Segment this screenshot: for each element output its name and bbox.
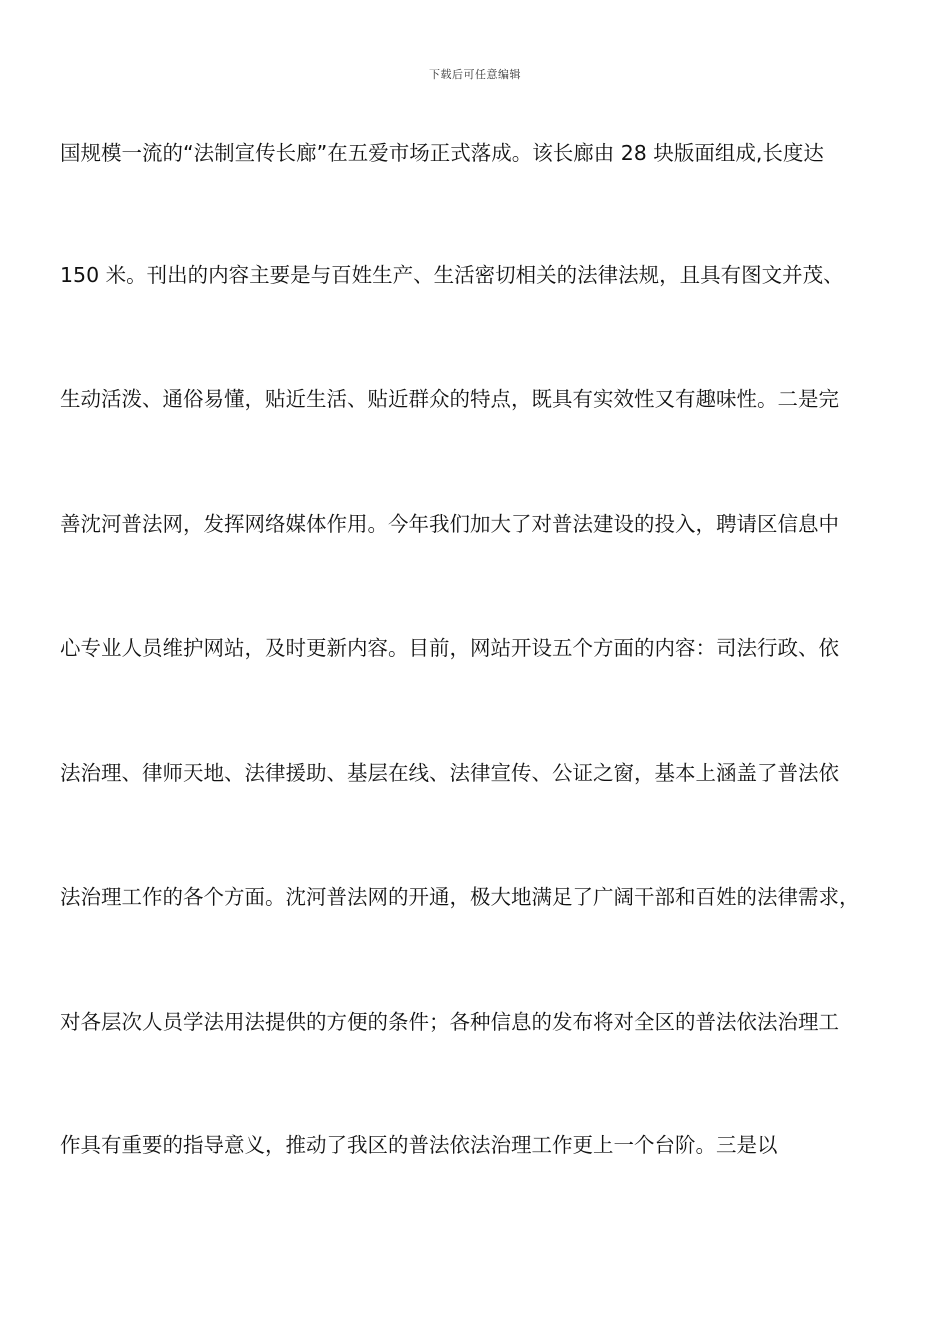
body-text-line: 善沈河普法网，发挥网络媒体作用。今年我们加大了对普法建设的投入，聘请区信息中 xyxy=(60,512,839,536)
body-text-line: 法治理工作的各个方面。沈河普法网的开通，极大地满足了广阔干部和百姓的法律需求， xyxy=(60,885,860,909)
body-text-line: 生动活泼、通俗易懂，贴近生活、贴近群众的特点，既具有实效性又有趣味性。二是完 xyxy=(60,387,839,411)
body-text-line: 作具有重要的指导意义，推动了我区的普法依法治理工作更上一个台阶。三是以 xyxy=(60,1133,778,1157)
body-text-line: 对各层次人员学法用法提供的方便的条件；各种信息的发布将对全区的普法依法治理工 xyxy=(60,1010,839,1034)
body-text-line: 国规模一流的“法制宣传长廊”在五爱市场正式落成。该长廊由 28 块版面组成,长度达 xyxy=(60,141,824,165)
body-text-line: 心专业人员维护网站，及时更新内容。目前，网站开设五个方面的内容：司法行政、依 xyxy=(60,636,839,660)
body-text-line: 150 米。刊出的内容主要是与百姓生产、生活密切相关的法律法规，且具有图文并茂、 xyxy=(60,263,844,287)
page-header: 下载后可任意编辑 xyxy=(429,68,521,81)
body-text-line: 法治理、律师天地、法律援助、基层在线、法律宣传、公证之窗，基本上涵盖了普法依 xyxy=(60,761,839,785)
